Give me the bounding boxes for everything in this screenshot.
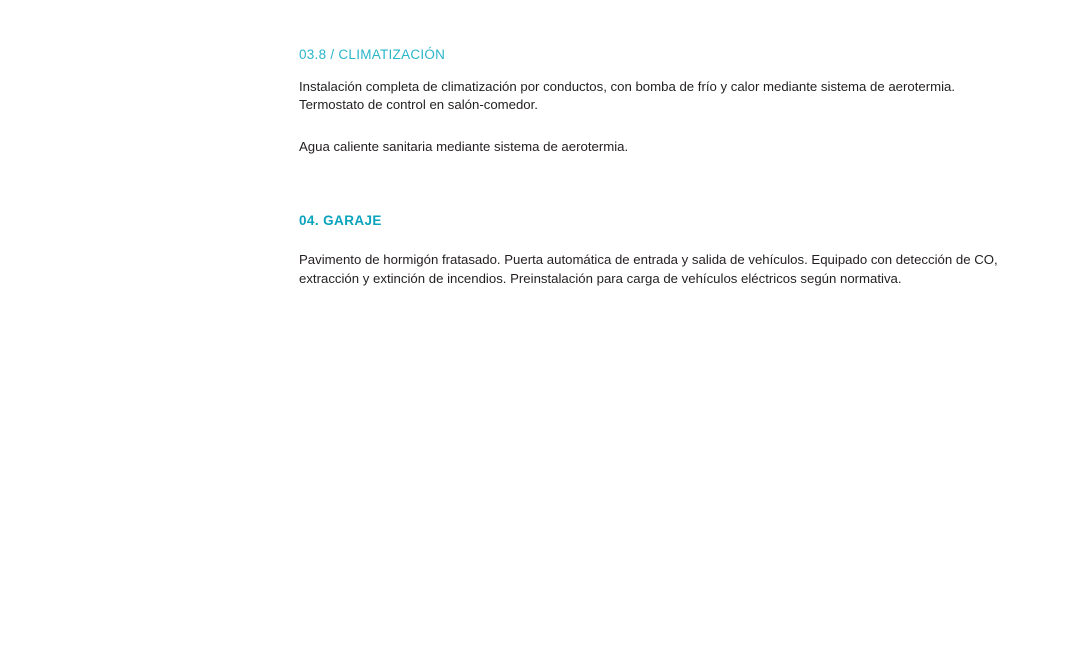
paragraph-climatizacion-2: Agua caliente sanitaria mediante sistema de aerotermia. bbox=[299, 139, 629, 155]
section-climatizacion bbox=[299, 46, 1021, 157]
section-garaje bbox=[299, 212, 1021, 289]
paragraph-spacer bbox=[299, 126, 1021, 138]
section-heading-garaje: 04. GARAJE bbox=[299, 212, 382, 228]
paragraph-garaje-1: Pavimento de hormigón fratasado. Puerta automática de entrada y salida de vehículos. Equipado con detección de CO, extracción y extinción de incendios. Preinstalación para carga de vehículos eléctricos según normativa. bbox=[299, 252, 998, 287]
paragraph-climatizacion-1: Instalación completa de climatización por conductos, con bomba de frío y calor mediante sistema de aerotermia. Termostato de control en salón-comedor. bbox=[299, 78, 956, 113]
section-heading-climatizacion: 03.8 / CLIMATIZACIÓN bbox=[299, 47, 446, 62]
document-content bbox=[299, 46, 1021, 300]
section-spacer bbox=[299, 168, 1021, 212]
